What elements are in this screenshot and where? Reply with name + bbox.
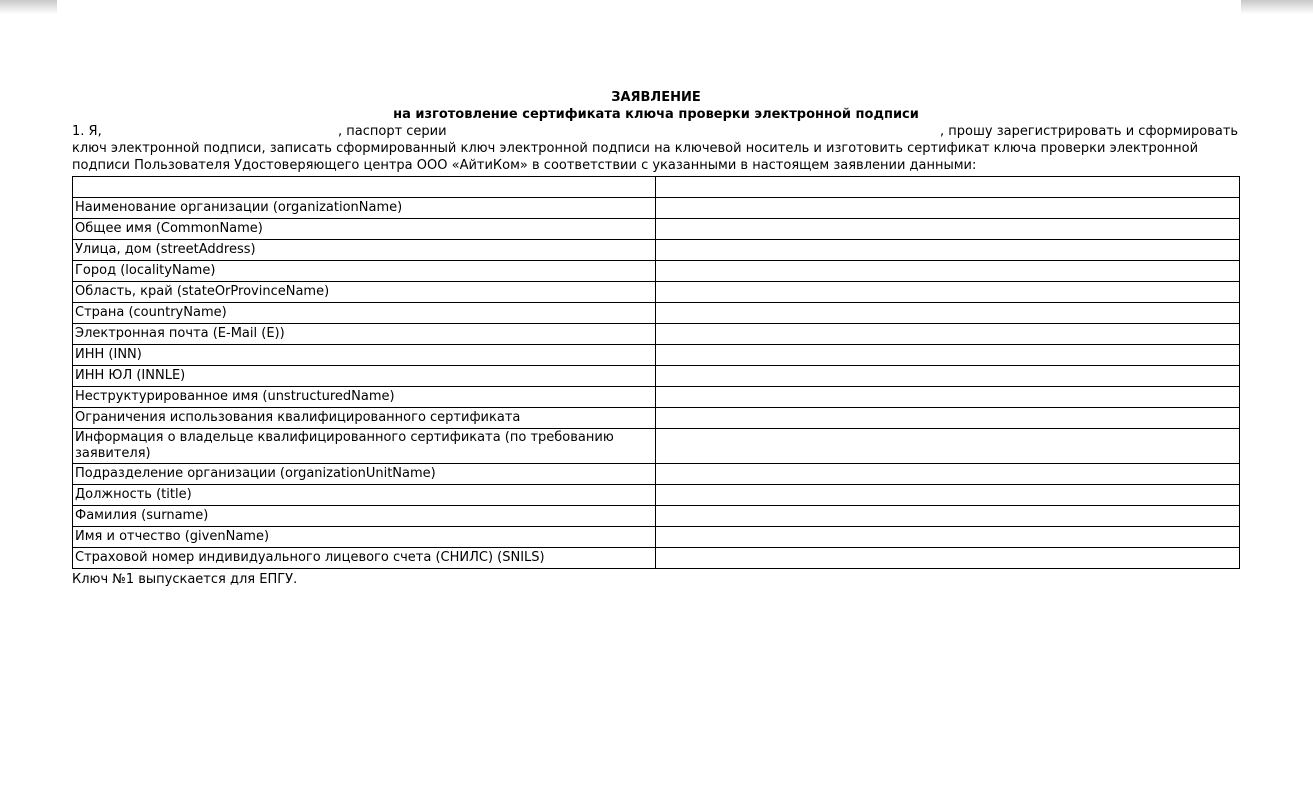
field-label: Информация о владельце квалифицированного сертификата (по требованию заявителя) bbox=[73, 429, 656, 464]
table-row bbox=[73, 485, 1240, 506]
field-label: Имя и отчество (givenName) bbox=[73, 527, 656, 548]
field-value[interactable] bbox=[656, 485, 1240, 506]
field-label: Фамилия (surname) bbox=[73, 506, 656, 527]
field-label: Неструктурированное имя (unstructuredName) bbox=[73, 387, 656, 408]
footer-note: Ключ №1 выпускается для ЕПГУ. bbox=[72, 572, 298, 587]
field-label: Ограничения использования квалифицированного сертификата bbox=[73, 408, 656, 429]
intro-part2: , паспорт серии bbox=[338, 124, 447, 139]
intro-line3: подписи Пользователя Удостоверяющего центра ООО «АйтиКом» в соответствии с указанными в настоящем заявлении данными: bbox=[72, 158, 977, 173]
field-value[interactable] bbox=[656, 345, 1240, 366]
field-value[interactable] bbox=[656, 198, 1240, 219]
field-value[interactable] bbox=[656, 282, 1240, 303]
field-label bbox=[73, 177, 656, 198]
field-label: Улица, дом (streetAddress) bbox=[73, 240, 656, 261]
field-label: Область, край (stateOrProvinceName) bbox=[73, 282, 656, 303]
intro-part3: , прошу зарегистрировать и сформировать bbox=[940, 124, 1239, 139]
table-row bbox=[73, 387, 1240, 408]
table-row bbox=[73, 429, 1240, 464]
field-value[interactable] bbox=[656, 506, 1240, 527]
table-row bbox=[73, 303, 1240, 324]
field-value[interactable] bbox=[656, 261, 1240, 282]
page-shadow-right bbox=[1241, 0, 1313, 14]
field-label: ИНН ЮЛ (INNLE) bbox=[73, 366, 656, 387]
table-row bbox=[73, 345, 1240, 366]
field-value[interactable] bbox=[656, 408, 1240, 429]
intro-part1: 1. Я, bbox=[72, 124, 102, 139]
field-value[interactable] bbox=[656, 219, 1240, 240]
field-value[interactable] bbox=[656, 303, 1240, 324]
field-label: Наименование организации (organizationName) bbox=[73, 198, 656, 219]
field-label: Общее имя (CommonName) bbox=[73, 219, 656, 240]
field-label: Страховой номер индивидуального лицевого счета (СНИЛС) (SNILS) bbox=[73, 548, 656, 569]
field-value[interactable] bbox=[656, 240, 1240, 261]
field-value[interactable] bbox=[656, 324, 1240, 345]
table-row bbox=[73, 548, 1240, 569]
document-title: ЗАЯВЛЕНИЕ bbox=[611, 90, 701, 105]
table-row bbox=[73, 408, 1240, 429]
table-row bbox=[73, 198, 1240, 219]
field-value[interactable] bbox=[656, 177, 1240, 198]
field-label: ИНН (INN) bbox=[73, 345, 656, 366]
table-row bbox=[73, 324, 1240, 345]
table-row bbox=[73, 464, 1240, 485]
field-value[interactable] bbox=[656, 429, 1240, 464]
certificate-fields-table bbox=[72, 176, 1240, 569]
application-document bbox=[72, 89, 1240, 588]
table-row bbox=[73, 366, 1240, 387]
field-label: Должность (title) bbox=[73, 485, 656, 506]
field-label: Подразделение организации (organizationUnitName) bbox=[73, 464, 656, 485]
intro-line2: ключ электронной подписи, записать сформированный ключ электронной подписи на ключевой носитель и изготовить сертификат ключа проверки электронной bbox=[72, 141, 1199, 156]
field-value[interactable] bbox=[656, 464, 1240, 485]
table-row bbox=[73, 506, 1240, 527]
intro-paragraph bbox=[72, 123, 1240, 174]
field-value[interactable] bbox=[656, 527, 1240, 548]
field-value[interactable] bbox=[656, 366, 1240, 387]
field-value[interactable] bbox=[656, 548, 1240, 569]
field-value[interactable] bbox=[656, 387, 1240, 408]
document-subtitle: на изготовление сертификата ключа проверки электронной подписи bbox=[393, 107, 919, 122]
table-row bbox=[73, 240, 1240, 261]
field-label: Электронная почта (E-Mail (E)) bbox=[73, 324, 656, 345]
table-row bbox=[73, 219, 1240, 240]
table-row bbox=[73, 261, 1240, 282]
table-row bbox=[73, 527, 1240, 548]
table-row bbox=[73, 177, 1240, 198]
field-label: Страна (countryName) bbox=[73, 303, 656, 324]
table-row bbox=[73, 282, 1240, 303]
field-label: Город (localityName) bbox=[73, 261, 656, 282]
page-shadow-left bbox=[0, 0, 57, 14]
